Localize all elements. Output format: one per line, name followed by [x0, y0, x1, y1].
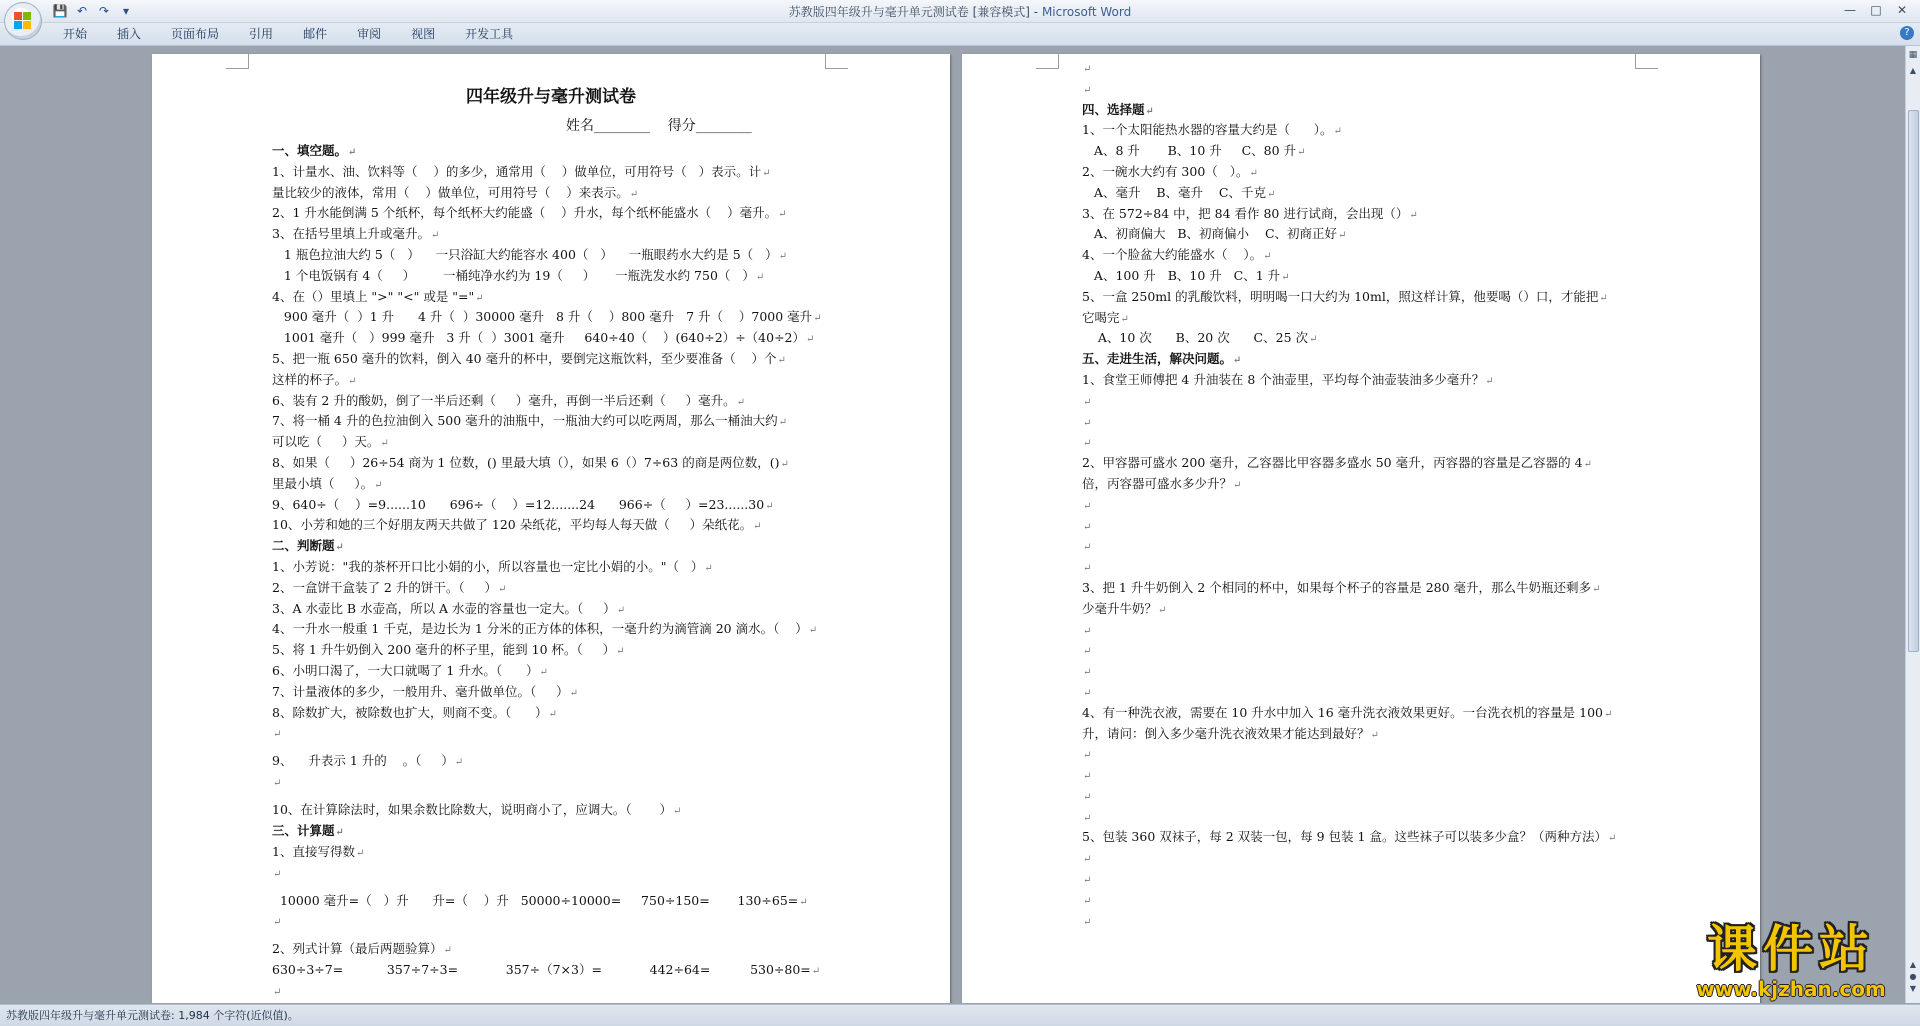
line-text: 少毫升牛奶？ — [1082, 600, 1158, 616]
ribbon-tab-bar — [0, 23, 1920, 46]
paragraph-mark-icon: ↵ — [808, 625, 818, 637]
paragraph-mark-icon: ↵ — [1083, 916, 1092, 928]
line-text: 9、640÷（ ）=9......10 696÷（ ）=12.......24 966÷（ ）=23......30 — [272, 496, 765, 512]
paragraph-mark-icon: ↵ — [1309, 334, 1318, 346]
page-2-body — [1082, 58, 1682, 931]
text-line — [272, 703, 872, 724]
line-text: 10、小芳和她的三个好朋友两天共做了 120 朵纸花，平均每人每天做（ ）朵纸花。 — [272, 517, 753, 533]
text-line — [1082, 120, 1682, 141]
paragraph-mark-icon: ↵ — [1233, 355, 1242, 367]
paragraph-mark-icon: ↵ — [348, 147, 357, 158]
text-line — [272, 328, 872, 349]
paragraph-mark-icon: ↵ — [1083, 500, 1092, 512]
text-line — [272, 960, 872, 981]
text-line — [1082, 141, 1682, 162]
line-text: 2、甲容器可盛水 200 毫升，乙容器比甲容器多盛水 50 毫升，丙容器的容量是乙容器的 4 — [1082, 455, 1583, 471]
paragraph-mark-icon: ↵ — [762, 167, 771, 179]
line-text: 五、走进生活，解决问题。 — [1082, 351, 1233, 367]
text-line — [1082, 516, 1682, 537]
line-text: 1、计量水、油、饮料等（ ）的多少，通常用（ ）做单位，可用符号（ ）表示。计 — [272, 163, 762, 179]
scrollbar-thumb[interactable] — [1908, 110, 1919, 652]
text-line — [1082, 245, 1682, 266]
redo-icon[interactable]: ↷ — [98, 4, 110, 18]
text-line — [272, 599, 872, 620]
app-name: Microsoft Word — [1041, 5, 1132, 19]
paragraph-mark-icon: ↵ — [1233, 479, 1242, 491]
status-bar — [0, 1004, 1920, 1026]
paragraph-mark-icon: ↵ — [1083, 542, 1092, 554]
help-icon[interactable]: ? — [1900, 26, 1914, 40]
paragraph-mark-icon: ↵ — [1281, 271, 1290, 283]
paragraph-mark-icon: ↵ — [777, 354, 786, 366]
paragraph-mark-icon: ↵ — [1604, 708, 1613, 720]
text-line — [1082, 412, 1682, 433]
line-text: A、8 升 B、10 升 C、80 升 — [1082, 143, 1297, 159]
text-line — [1082, 807, 1682, 828]
line-text: A、初商偏大 B、初商偏小 C、初商正好 — [1082, 226, 1338, 242]
line-text: 三、计算题 — [272, 822, 335, 838]
window-title — [0, 3, 1920, 20]
paragraph-mark-icon: ↵ — [616, 604, 626, 616]
line-text: 9、 升表示 1 升的 。（ ） — [272, 753, 454, 769]
paragraph-mark-icon: ↵ — [1083, 417, 1092, 429]
paragraph-mark-icon: ↵ — [765, 500, 774, 512]
line-text: 7、将一桶 4 升的色拉油倒入 500 毫升的油瓶中，一瓶油大约可以吃两周，那么一桶油大约 — [272, 413, 778, 429]
paragraph-mark-icon: ↵ — [1583, 459, 1592, 471]
document-workspace[interactable] — [0, 46, 1906, 1003]
paragraph-mark-icon: ↵ — [1120, 313, 1129, 325]
line-text: 5、把一瓶 650 毫升的饮料，倒入 40 毫升的杯中，要倒完这瓶饮料，至少要准备（ ）个 — [272, 350, 777, 366]
paragraph-mark-icon: ↵ — [1083, 791, 1092, 803]
paragraph-mark-icon: ↵ — [548, 708, 557, 720]
text-line — [1082, 474, 1682, 495]
paragraph-mark-icon: ↵ — [1263, 251, 1272, 263]
text-line — [272, 515, 872, 536]
section-heading — [1082, 100, 1682, 121]
line-text: 这样的杯子。 — [272, 371, 348, 387]
text-line — [1082, 328, 1682, 349]
line-text: 2、一碗水大约有 300（ ）。 — [1082, 163, 1249, 179]
text-line — [272, 772, 872, 800]
text-line — [1082, 183, 1682, 204]
paragraph-mark-icon: ↵ — [1083, 750, 1092, 762]
line-text: 8、如果（ ）26÷54 商为 1 位数，() 里最大填（），如果 6（）7÷63 的商是两位数，() — [272, 454, 780, 470]
paragraph-mark-icon: ↵ — [778, 417, 788, 429]
line-text: 4、一个脸盆大约能盛水（ ）。 — [1082, 247, 1263, 263]
text-line — [272, 474, 872, 495]
line-text: 7、计量液体的多少，一般用升、毫升做单位。（ ） — [272, 683, 569, 699]
document-name: 苏教版四年级升与毫升单元测试卷 [兼容模式] — [788, 5, 1030, 19]
text-line — [1082, 890, 1682, 911]
paragraph-mark-icon: ↵ — [335, 542, 344, 554]
paragraph-mark-icon: ↵ — [778, 250, 787, 262]
paragraph-mark-icon: ↵ — [778, 209, 787, 221]
page-title: 四年级升与毫升测试卷 — [466, 87, 636, 107]
paragraph-mark-icon: ↵ — [443, 945, 452, 957]
text-line — [1082, 58, 1682, 79]
text-line — [272, 391, 872, 412]
line-text: 5、将 1 升牛奶倒入 200 毫升的杯子里，能到 10 杯。（ ） — [272, 642, 616, 658]
text-line — [272, 307, 872, 328]
title-separator: - — [1029, 5, 1042, 19]
line-text: 10、在计算除法时，如果余数比除数大，说明商小了，应调大。（ ） — [272, 802, 672, 818]
tab-insert[interactable]: 插入 — [117, 27, 142, 41]
text-line — [1082, 224, 1682, 245]
text-line — [1082, 640, 1682, 661]
text-line — [1082, 848, 1682, 869]
paragraph-mark-icon: ↵ — [1083, 687, 1092, 699]
text-line — [272, 183, 872, 204]
paragraph-mark-icon: ↵ — [380, 438, 389, 450]
tab-page-layout[interactable]: 页面布局 — [171, 27, 220, 41]
word-count[interactable]: 苏教版四年级升与毫升单元测试卷: 1,984 个字符(近似值)。 — [6, 1009, 299, 1022]
paragraph-mark-icon: ↵ — [672, 806, 682, 818]
browse-buttons[interactable]: ▲ ● ▼ — [1909, 960, 1917, 993]
text-line — [272, 723, 872, 751]
line-text: 2、列式计算（最后两题验算） — [272, 941, 443, 957]
office-logo-icon — [14, 12, 32, 30]
line-text: 里最小填（ ）。 — [272, 475, 374, 491]
watermark-logo — [1676, 920, 1906, 1000]
paragraph-mark-icon: ↵ — [1083, 563, 1092, 575]
text-line — [1082, 432, 1682, 453]
line-text: 1、直接写得数 — [272, 843, 355, 859]
text-line — [272, 349, 872, 370]
paragraph-mark-icon: ↵ — [1083, 521, 1092, 533]
paragraph-mark-icon: ↵ — [1485, 375, 1494, 387]
paragraph-mark-icon: ↵ — [1145, 105, 1154, 117]
paragraph-mark-icon: ↵ — [430, 230, 440, 242]
minimize-icon[interactable]: — — [1844, 3, 1856, 17]
text-line — [1082, 578, 1682, 599]
text-line — [272, 619, 872, 640]
paragraph-mark-icon: ↵ — [1409, 209, 1418, 221]
ribbon-tabs — [48, 25, 528, 43]
name-score-line: 姓名________ 得分________ — [566, 118, 752, 134]
text-line — [1082, 266, 1682, 287]
paragraph-mark-icon: ↵ — [273, 778, 282, 790]
paragraph-mark-icon: ↵ — [704, 562, 713, 574]
tab-references[interactable]: 引用 — [249, 27, 274, 41]
ruler-toggle-icon[interactable]: ▦ — [1908, 50, 1918, 60]
paragraph-mark-icon: ↵ — [355, 847, 365, 859]
line-text: 4、一升水一般重 1 千克，是边长为 1 分米的正方体的体积，一毫升约为滴管滴 20 滴水。（ ） — [272, 621, 808, 637]
text-line — [1082, 765, 1682, 786]
paragraph-mark-icon: ↵ — [1083, 438, 1092, 450]
text-line — [272, 203, 872, 224]
paragraph-mark-icon: ↵ — [1333, 126, 1342, 138]
paragraph-mark-icon: ↵ — [273, 986, 282, 998]
line-text: 可以吃（ ）天。 — [272, 434, 380, 450]
text-line — [272, 682, 872, 703]
line-text: 四、选择题 — [1082, 101, 1145, 117]
window-controls — [1838, 1, 1914, 19]
paragraph-mark-icon: ↵ — [811, 966, 821, 978]
paragraph-mark-icon: ↵ — [475, 292, 484, 304]
text-line — [272, 453, 872, 474]
text-line — [1082, 661, 1682, 682]
line-text: 1001 毫升（ ）999 毫升 3 升（ ）3001 毫升 640÷40（ ）(640÷2）÷（40÷2） — [272, 330, 806, 346]
text-line — [1082, 495, 1682, 516]
text-line — [272, 842, 872, 863]
page-1-body — [272, 141, 872, 1003]
paragraph-mark-icon: ↵ — [780, 458, 789, 470]
paragraph-mark-icon: ↵ — [1083, 667, 1092, 679]
paragraph-mark-icon: ↵ — [1599, 292, 1608, 304]
line-text: 3、在括号里填上升或毫升。 — [272, 226, 430, 242]
line-text: 1 个电饭锅有 4（ ） 一桶纯净水约为 19（ ） 一瓶洗发水约 750（ ） — [272, 267, 755, 283]
paragraph-mark-icon: ↵ — [335, 826, 344, 838]
text-line — [272, 640, 872, 661]
paragraph-mark-icon: ↵ — [1370, 729, 1379, 741]
line-text: 它喝完 — [1082, 309, 1120, 325]
paragraph-mark-icon: ↵ — [1083, 895, 1092, 907]
line-text: 倍，丙容器可盛水多少升？ — [1082, 475, 1233, 491]
save-icon[interactable]: 💾 — [52, 4, 68, 18]
line-text: 升，请问：倒入多少毫升洗衣液效果才能达到最好？ — [1082, 725, 1370, 741]
text-line — [272, 245, 872, 266]
paragraph-mark-icon: ↵ — [753, 521, 762, 533]
tab-home[interactable]: 开始 — [63, 27, 88, 41]
text-line — [272, 224, 872, 245]
paragraph-mark-icon: ↵ — [629, 188, 639, 200]
paragraph-mark-icon: ↵ — [569, 687, 578, 699]
text-line — [1082, 827, 1682, 848]
line-text: 1、食堂王师傅把 4 升油装在 8 个油壶里，平均每个油壶装油多少毫升？ — [1082, 371, 1485, 387]
watermark-text: 课件站 — [1707, 920, 1875, 978]
text-line — [1082, 869, 1682, 890]
paragraph-mark-icon: ↵ — [1083, 771, 1092, 783]
line-text: 5、包装 360 双袜子，每 2 双装一包，每 9 包装 1 盒。这些袜子可以装多少盒？（两种方法） — [1082, 829, 1607, 845]
text-line — [272, 939, 872, 960]
text-line — [272, 751, 872, 772]
margin-corner-mark — [825, 54, 848, 69]
margin-corner-mark — [1036, 54, 1059, 69]
paragraph-mark-icon: ↵ — [799, 896, 808, 908]
text-line — [1082, 453, 1682, 474]
paragraph-mark-icon: ↵ — [1083, 64, 1092, 75]
text-line — [272, 661, 872, 682]
line-text: 一、填空题。 — [272, 143, 348, 158]
line-text: A、10 次 B、20 次 C、25 次 — [1082, 330, 1308, 346]
paragraph-mark-icon: ↵ — [1267, 188, 1276, 200]
text-line — [272, 891, 872, 912]
text-line — [272, 411, 872, 432]
title-bar — [0, 0, 1920, 23]
paragraph-mark-icon: ↵ — [539, 666, 548, 678]
paragraph-mark-icon: ↵ — [1083, 875, 1092, 887]
line-text: 量比较少的液体，常用（ ）做单位，可用符号（ ）来表示。 — [272, 184, 629, 200]
text-line — [272, 578, 872, 599]
line-text: 4、在（）里填上 ">" "<" 或是 "=" — [272, 288, 475, 304]
text-line — [1082, 703, 1682, 724]
line-text: 900 毫升（ ）1 升 4 升（ ）30000 毫升 8 升（ ）800 毫升 7 升（ ）7000 毫升 — [272, 309, 813, 325]
text-line — [1082, 287, 1682, 308]
paragraph-mark-icon: ↵ — [813, 313, 822, 325]
line-text: 二、判断题 — [272, 538, 335, 554]
text-line — [272, 287, 872, 308]
undo-icon[interactable]: ↶ — [76, 4, 88, 18]
text-line — [272, 266, 872, 287]
vertical-scrollbar[interactable] — [1905, 46, 1920, 1003]
line-text: 10000 毫升=（ ）升 升=（ ）升 50000÷10000= 750÷150= 130÷65= — [272, 892, 799, 908]
text-line — [272, 432, 872, 453]
paragraph-mark-icon: ↵ — [1158, 604, 1167, 616]
margin-corner-mark — [226, 54, 249, 69]
paragraph-mark-icon: ↵ — [273, 917, 282, 929]
line-text: 630÷3÷7= 357÷7÷3= 357÷（7×3）= 442÷64= 530÷80= — [272, 962, 811, 978]
text-line — [272, 981, 872, 1002]
line-text: 2、1 升水能倒满 5 个纸杯，每个纸杯大约能盛（ ）升水，每个纸杯能盛水（ ）毫升。 — [272, 205, 778, 221]
line-text: 6、装有 2 升的酸奶，倒了一半后还剩（ ）毫升，再倒一半后还剩（ ）毫升。 — [272, 392, 736, 408]
paragraph-mark-icon: ↵ — [1083, 646, 1092, 658]
section-heading — [1082, 349, 1682, 370]
paragraph-mark-icon: ↵ — [806, 334, 815, 346]
paragraph-mark-icon: ↵ — [1249, 167, 1258, 179]
paragraph-mark-icon: ↵ — [273, 868, 282, 880]
text-line — [1082, 79, 1682, 100]
line-text: 2、一盒饼干盒装了 2 升的饼干。（ ） — [272, 579, 497, 595]
paragraph-mark-icon: ↵ — [454, 757, 464, 769]
paragraph-mark-icon: ↵ — [1083, 812, 1092, 824]
line-text: A、毫升 B、毫升 C、千克 — [1082, 184, 1266, 200]
paragraph-mark-icon: ↵ — [755, 271, 765, 283]
section-heading — [272, 821, 872, 842]
line-text: 3、把 1 升牛奶倒入 2 个相同的杯中，如果每个杯子的容量是 280 毫升，那么牛奶瓶还剩多 — [1082, 579, 1592, 595]
section-heading — [272, 141, 872, 162]
text-line — [1082, 204, 1682, 225]
text-line — [272, 911, 872, 939]
paragraph-mark-icon: ↵ — [1297, 147, 1306, 159]
line-text: 3、在 572÷84 中，把 84 看作 80 进行试商，会出现（） — [1082, 205, 1409, 221]
text-line — [1082, 682, 1682, 703]
text-line — [272, 557, 872, 578]
text-line — [272, 370, 872, 391]
paragraph-mark-icon: ↵ — [1607, 833, 1617, 845]
text-line — [272, 1002, 872, 1003]
paragraph-mark-icon: ↵ — [273, 729, 282, 741]
paragraph-mark-icon: ↵ — [1083, 84, 1092, 96]
line-text: 1 瓶色拉油大约 5（ ） 一只浴缸大约能容水 400（ ） 一瓶眼药水大约是 5（ ） — [272, 246, 778, 262]
text-line — [272, 863, 872, 891]
text-line — [1082, 786, 1682, 807]
paragraph-mark-icon: ↵ — [374, 479, 383, 491]
line-text: 6、小明口渴了，一大口就喝了 1 升水。（ ） — [272, 662, 539, 678]
text-line — [1082, 744, 1682, 765]
text-line — [1082, 308, 1682, 329]
text-line — [1082, 599, 1682, 620]
line-text: 5、一盒 250ml 的乳酸饮料，明明喝一口大约为 10ml，照这样计算，他要喝（）口，才能把 — [1082, 288, 1599, 304]
text-line — [1082, 911, 1682, 932]
watermark-url: www.kjzhan.com — [1696, 977, 1886, 1001]
dropdown-icon[interactable]: ▾ — [122, 4, 130, 18]
paragraph-mark-icon: ↵ — [1083, 854, 1092, 866]
tab-review[interactable]: 审阅 — [357, 27, 382, 41]
line-text: A、100 升 B、10 升 C、1 升 — [1082, 267, 1281, 283]
text-line — [1082, 162, 1682, 183]
paragraph-mark-icon: ↵ — [497, 583, 507, 595]
office-button[interactable] — [4, 2, 42, 40]
line-text: 4、有一种洗衣液，需要在 10 升水中加入 16 毫升洗衣液效果更好。一台洗衣机的容量是 100 — [1082, 704, 1603, 720]
paragraph-mark-icon: ↵ — [736, 396, 745, 408]
text-line — [272, 800, 872, 821]
text-line — [272, 162, 872, 183]
text-line — [1082, 536, 1682, 557]
text-line — [272, 495, 872, 516]
text-line — [1082, 724, 1682, 745]
paragraph-mark-icon: ↵ — [616, 646, 625, 658]
tab-view[interactable]: 视图 — [411, 27, 436, 41]
line-text: 1、一个太阳能热水器的容量大约是（ ）。 — [1082, 122, 1333, 138]
close-icon[interactable]: ✕ — [1896, 3, 1908, 17]
line-text: 8、除数扩大，被除数也扩大，则商不变。（ ） — [272, 704, 548, 720]
scroll-up-icon[interactable]: ▲ — [1909, 66, 1917, 75]
section-heading — [272, 536, 872, 557]
text-line — [1082, 620, 1682, 641]
text-line — [1082, 557, 1682, 578]
tab-developer[interactable]: 开发工具 — [465, 27, 514, 41]
text-line — [1082, 391, 1682, 412]
maximize-icon[interactable]: □ — [1870, 3, 1882, 17]
paragraph-mark-icon: ↵ — [1338, 230, 1347, 242]
paragraph-mark-icon: ↵ — [348, 375, 357, 387]
text-line — [1082, 370, 1682, 391]
paragraph-mark-icon: ↵ — [1083, 625, 1092, 637]
document-page-2[interactable] — [962, 54, 1760, 1003]
line-text: 3、A 水壶比 B 水壶高，所以 A 水壶的容量也一定大。（ ） — [272, 600, 616, 616]
tab-mailings[interactable]: 邮件 — [303, 27, 328, 41]
paragraph-mark-icon: ↵ — [1083, 396, 1092, 408]
paragraph-mark-icon: ↵ — [1592, 583, 1601, 595]
document-page-1[interactable] — [152, 54, 950, 1003]
line-text: 1、小芳说："我的茶杯开口比小娟的小，所以容量也一定比小娟的小。"（ ） — [272, 558, 704, 574]
